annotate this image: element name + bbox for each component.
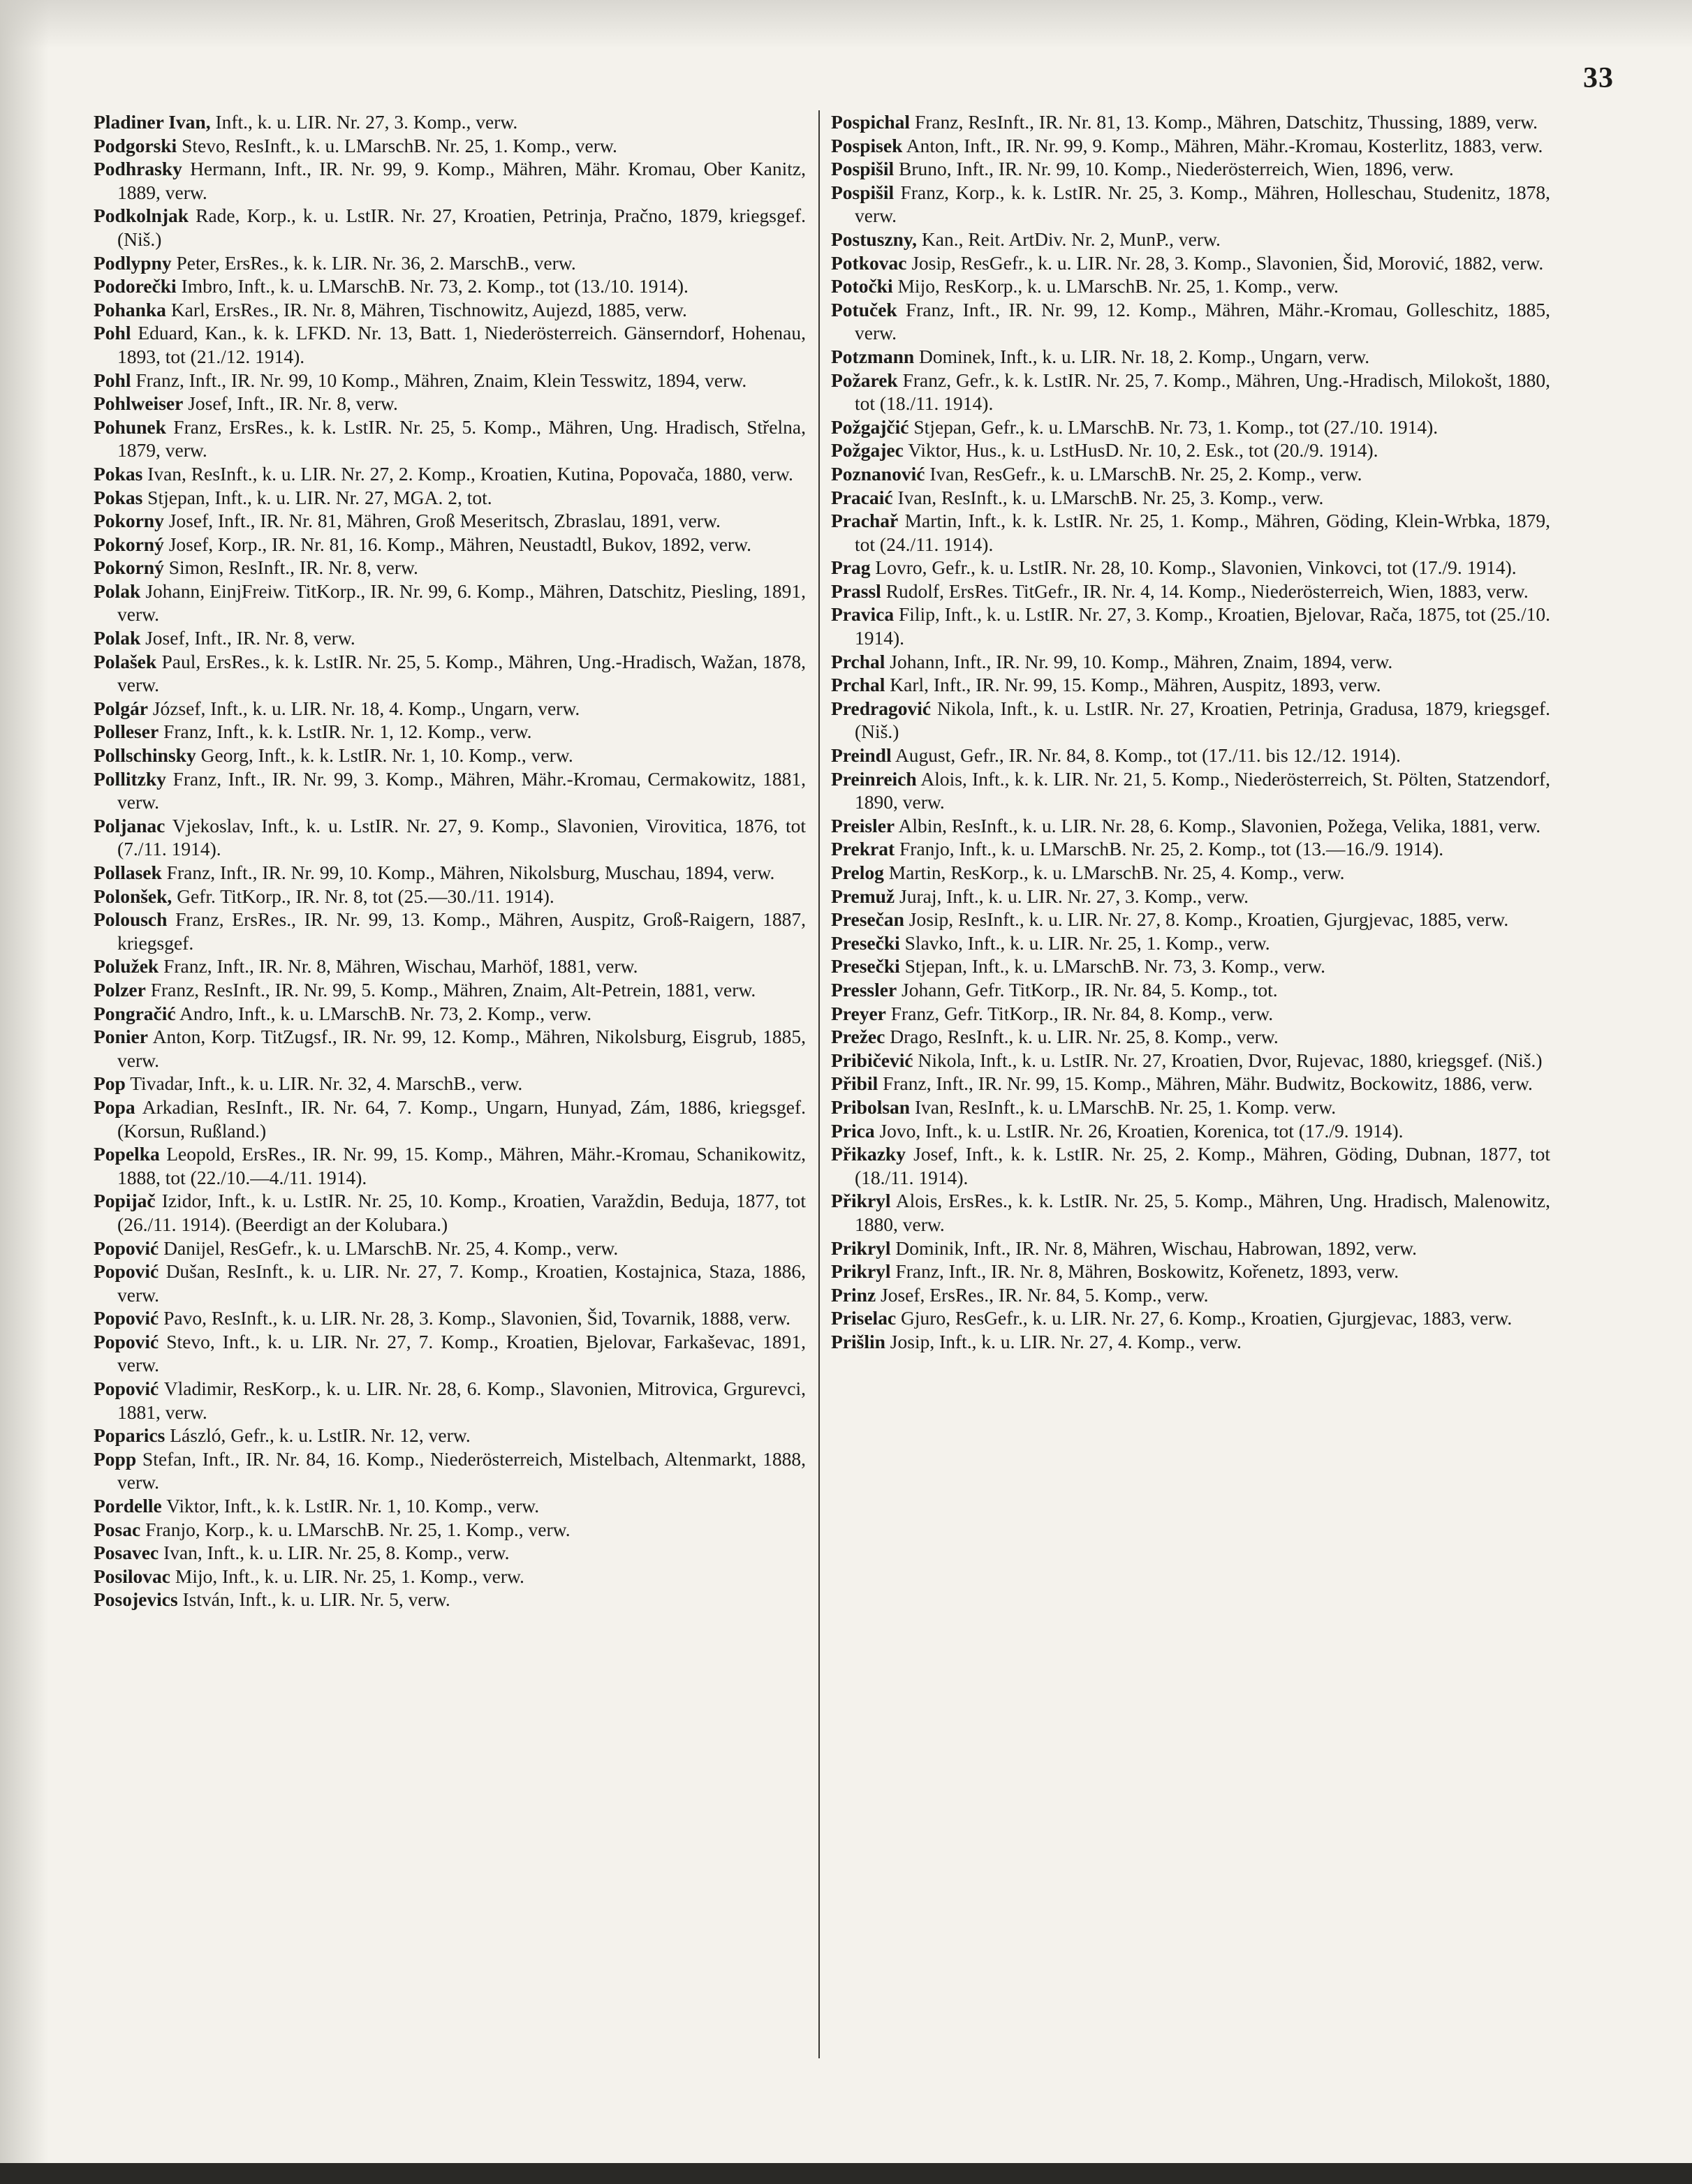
entry-details: Franz, Gefr., k. k. LstIR. Nr. 25, 7. Komp., Mähren, Ung.-Hradisch, Milokošt, 1880, tot (18./11. 1914). (855, 369, 1550, 415)
entry-surname: Prišlin (831, 1330, 885, 1352)
entry-surname: Popović (94, 1260, 159, 1283)
entry-surname: Pohl (94, 369, 131, 391)
list-entry (831, 954, 1550, 978)
list-entry (831, 885, 1550, 908)
entry-details: Mijo, Inft., k. u. LIR. Nr. 25, 1. Komp., verw. (170, 1565, 524, 1587)
entry-surname: Podlypny (94, 251, 172, 274)
entry-details: Ivan, ResGefr., k. u. LMarschB. Nr. 25, 2. Komp., verw. (925, 462, 1362, 485)
list-entry (94, 814, 806, 861)
list-entry (94, 1095, 806, 1142)
list-entry (94, 1447, 806, 1494)
entry-surname: Pokorný (94, 556, 164, 579)
entry-surname: Posilovac (94, 1565, 170, 1587)
entry-surname: Podgorski (94, 134, 177, 156)
list-entry (831, 486, 1550, 510)
entry-details: Martin, ResKorp., k. u. LMarschB. Nr. 25, 4. Komp., verw. (883, 862, 1345, 883)
entry-details: Stjepan, Inft., k. u. LMarschB. Nr. 73, 3. Komp., verw. (899, 955, 1326, 977)
entry-surname: Prica (831, 1119, 875, 1142)
list-entry (94, 321, 806, 368)
entry-surname: Prežec (831, 1026, 885, 1048)
entry-details: Juraj, Inft., k. u. LIR. Nr. 27, 3. Komp., verw. (895, 885, 1249, 907)
entry-surname: Pohlweiser (94, 392, 184, 415)
entry-details: Josef, ErsRes., IR. Nr. 84, 5. Komp., verw. (876, 1283, 1209, 1306)
list-entry (831, 251, 1550, 275)
entry-details: Drago, ResInft., k. u. LIR. Nr. 25, 8. Komp., verw. (885, 1026, 1279, 1048)
list-entry (831, 181, 1550, 228)
entry-surname: Poljanac (94, 814, 165, 836)
left-column (94, 110, 806, 1611)
entry-details: Imbro, Inft., k. u. LMarschB. Nr. 73, 2. Komp., tot (13./10. 1914). (176, 275, 689, 297)
entry-surname: Prikryl (831, 1260, 891, 1283)
list-entry (94, 298, 806, 322)
entry-surname: Ponier (94, 1026, 148, 1048)
entry-details: Hermann, Inft., IR. Nr. 99, 9. Komp., Mähren, Mähr. Kromau, Ober Kanitz, 1889, verw. (117, 158, 806, 203)
entry-details: Johann, Inft., IR. Nr. 99, 10. Komp., Mähren, Znaim, 1894, verw. (885, 650, 1393, 672)
list-entry (94, 1306, 806, 1330)
entry-surname: Podhrasky (94, 158, 182, 180)
list-entry (94, 720, 806, 744)
list-entry (831, 415, 1550, 439)
list-entry (94, 1025, 806, 1072)
entry-details: László, Gefr., k. u. LstIR. Nr. 12, verw. (165, 1424, 471, 1447)
list-entry (831, 603, 1550, 649)
list-entry (831, 1025, 1550, 1049)
list-entry (831, 814, 1550, 838)
entry-surname: Pop (94, 1072, 126, 1095)
entry-details: Martin, Inft., k. k. LstIR. Nr. 25, 1. Komp., Mähren, Göding, Klein-Wrbka, 1879, tot (24./11. 1914). (855, 510, 1550, 555)
entry-surname: Polak (94, 627, 141, 649)
entry-details: Vjekoslav, Inft., k. u. LstIR. Nr. 27, 9. Komp., Slavonien, Virovitica, 1876, tot (7./11. 1914). (117, 814, 806, 860)
entry-surname: Pollasek (94, 862, 162, 883)
list-entry (94, 204, 806, 251)
entry-surname: Priselac (831, 1307, 897, 1329)
entry-details: Ivan, ResInft., k. u. LIR. Nr. 27, 2. Komp., Kroatien, Kutina, Popovača, 1880, verw. (142, 462, 793, 485)
list-entry (94, 697, 806, 721)
entry-surname: Premuž (831, 885, 895, 907)
list-entry (94, 1189, 806, 1236)
entry-details: Franz, ResInft., IR. Nr. 99, 5. Komp., Mähren, Znaim, Alt-Petrein, 1881, verw. (145, 978, 756, 1001)
entry-details: Franjo, Korp., k. u. LMarschB. Nr. 25, 1. Komp., verw. (140, 1518, 571, 1540)
entry-surname: Pracaić (831, 486, 893, 508)
entry-surname: Polonšek, (94, 885, 172, 907)
entry-details: Gjuro, ResGefr., k. u. LIR. Nr. 27, 6. Komp., Kroatien, Gjurgjevac, 1883, verw. (896, 1307, 1513, 1329)
entry-details: Tivadar, Inft., k. u. LIR. Nr. 32, 4. MarschB., verw. (125, 1072, 523, 1095)
entry-details: Franz, ErsRes., k. k. LstIR. Nr. 25, 5. Komp., Mähren, Ung. Hradisch, Střelna, 1879, verw. (117, 415, 806, 462)
entry-details: Franz, Inft., k. k. LstIR. Nr. 1, 12. Komp., verw. (159, 721, 532, 743)
entry-details: Franz, ErsRes., IR. Nr. 99, 13. Komp., Mähren, Auspitz, Groß-Raigern, 1887, kriegsgef. (117, 908, 806, 954)
entry-surname: Požgajec (831, 439, 904, 462)
entry-surname: Pokas (94, 462, 143, 485)
scan-bottom-edge (0, 2163, 1692, 2184)
entry-surname: Pribičević (831, 1049, 913, 1071)
entry-details: Filip, Inft., k. u. LstIR. Nr. 27, 3. Komp., Kroatien, Bjelovar, Rača, 1875, tot (25./10. 1914). (855, 603, 1551, 649)
entry-surname: Preisler (831, 814, 895, 836)
entry-details: Viktor, Hus., k. u. LstHusD. Nr. 10, 2. Esk., tot (20./9. 1914). (903, 439, 1378, 462)
entry-details: Ivan, Inft., k. u. LIR. Nr. 25, 8. Komp., verw. (159, 1542, 510, 1564)
entry-surname: Pohanka (94, 298, 166, 320)
list-entry (831, 744, 1550, 767)
entry-surname: Přikryl (831, 1190, 891, 1212)
entry-surname: Podorečki (94, 275, 177, 297)
entry-surname: Popijač (94, 1190, 156, 1212)
column-divider (818, 110, 820, 2058)
entry-details: Peter, ErsRes., k. k. LIR. Nr. 36, 2. MarschB., verw. (171, 251, 576, 274)
entry-details: Franjo, Inft., k. u. LMarschB. Nr. 25, 2. Komp., tot (13.—16./9. 1914). (895, 838, 1444, 860)
entry-surname: Pollitzky (94, 767, 166, 790)
entry-details: Franz, Inft., IR. Nr. 99, 10 Komp., Mähren, Znaim, Klein Tesswitz, 1894, verw. (131, 369, 747, 391)
entry-surname: Pohunek (94, 415, 166, 438)
list-entry (94, 486, 806, 510)
entry-details: Rade, Korp., k. u. LstIR. Nr. 27, Kroatien, Petrinja, Pračno, 1879, kriegsgef. (Niš.) (117, 205, 806, 250)
list-entry (831, 228, 1550, 251)
entry-details: Dominik, Inft., IR. Nr. 8, Mähren, Wischau, Habrowan, 1892, verw. (890, 1237, 1418, 1259)
entry-details: Stevo, ResInft., k. u. LMarschB. Nr. 25, 1. Komp., verw. (177, 134, 617, 156)
entry-details: Josef, Inft., IR. Nr. 8, verw. (140, 627, 355, 649)
list-entry (831, 438, 1550, 462)
entry-surname: Polužek (94, 955, 159, 977)
entry-details: Franz, ResInft., IR. Nr. 81, 13. Komp., Mähren, Datschitz, Thussing, 1889, verw. (910, 111, 1538, 133)
entry-details: Danijel, ResGefr., k. u. LMarschB. Nr. 25, 4. Komp., verw. (159, 1237, 619, 1259)
entry-details: Josef, Inft., IR. Nr. 8, verw. (183, 392, 398, 415)
entry-surname: Popa (94, 1095, 135, 1118)
entry-details: Arkadian, ResInft., IR. Nr. 64, 7. Komp., Ungarn, Hunyad, Zám, 1886, kriegsgef. (Korsun, Rußland.) (117, 1095, 806, 1142)
entry-details: Nikola, Inft., k. u. LstIR. Nr. 27, Kroatien, Petrinja, Gradusa, 1879, kriegsgef. (Niš.) (855, 697, 1550, 743)
list-entry (831, 978, 1550, 1002)
entry-surname: Prikryl (831, 1237, 891, 1259)
list-entry (831, 298, 1550, 345)
entry-surname: Prchal (831, 674, 885, 696)
entry-surname: Popelka (94, 1143, 160, 1165)
entry-details: Johann, Gefr. TitKorp., IR. Nr. 84, 5. Komp., tot. (897, 978, 1278, 1001)
entry-surname: Predragović (831, 697, 932, 719)
entry-surname: Potuček (831, 298, 897, 320)
list-entry (831, 462, 1550, 486)
entry-surname: Polak (94, 580, 141, 602)
entry-surname: Pohl (94, 322, 131, 344)
entry-details: Vladimir, ResKorp., k. u. LIR. Nr. 28, 6. Komp., Slavonien, Mitrovica, Grgurevci, 1881, verw. (117, 1378, 806, 1423)
list-entry (831, 697, 1550, 744)
entry-surname: Potzmann (831, 345, 915, 367)
entry-details: Stjepan, Gefr., k. u. LMarschB. Nr. 73, 1. Komp., tot (27./10. 1914). (908, 415, 1439, 438)
entry-details: Albin, ResInft., k. u. LIR. Nr. 28, 6. Komp., Slavonien, Požega, Velika, 1881, verw. (895, 814, 1541, 836)
entry-surname: Požarek (831, 369, 898, 391)
entry-details: Pavo, ResInft., k. u. LIR. Nr. 28, 3. Komp., Slavonien, Šid, Tovarnik, 1888, verw. (159, 1307, 790, 1329)
list-entry (94, 1260, 806, 1306)
right-column (831, 110, 1550, 1353)
entry-details: Slavko, Inft., k. u. LIR. Nr. 25, 1. Komp., verw. (899, 931, 1270, 954)
entry-details: Bruno, Inft., IR. Nr. 99, 10. Komp., Niederösterreich, Wien, 1896, verw. (894, 158, 1454, 180)
entry-surname: Presečan (831, 908, 904, 931)
entry-surname: Polzer (94, 978, 146, 1001)
entry-surname: Popović (94, 1307, 159, 1329)
entry-details: Dominek, Inft., k. u. LIR. Nr. 18, 2. Komp., Ungarn, verw. (914, 345, 1370, 367)
entry-details: Georg, Inft., k. k. LstIR. Nr. 1, 10. Komp., verw. (196, 744, 573, 767)
entry-details: August, Gefr., IR. Nr. 84, 8. Komp., tot (17./11. bis 12./12. 1914). (891, 744, 1401, 767)
entry-details: Eduard, Kan., k. k. LFKD. Nr. 13, Batt. 1, Niederösterreich. Gänserndorf, Hohenau, 1893, tot (21./12. 1914). (117, 322, 806, 367)
list-entry (94, 1072, 806, 1095)
list-entry (94, 650, 806, 697)
entry-surname: Pokorný (94, 533, 164, 555)
entry-surname: Přikazky (831, 1143, 906, 1165)
entry-details: Anton, Inft., IR. Nr. 99, 9. Komp., Mähren, Mähr.-Kromau, Kosterlitz, 1883, verw. (902, 134, 1543, 156)
list-entry (94, 415, 806, 462)
list-entry (94, 1565, 806, 1588)
list-entry (831, 580, 1550, 603)
entry-details: Gefr. TitKorp., IR. Nr. 8, tot (25.—30./11. 1914). (172, 885, 554, 907)
list-entry (831, 908, 1550, 931)
list-entry (94, 274, 806, 298)
list-entry (94, 392, 806, 415)
entry-surname: Prinz (831, 1283, 876, 1306)
list-entry (94, 861, 806, 885)
entry-surname: Popović (94, 1330, 159, 1352)
list-entry (94, 1588, 806, 1611)
list-entry (94, 509, 806, 533)
entry-surname: Postuszny, (831, 228, 918, 250)
entry-surname: Presečki (831, 955, 900, 977)
list-entry (831, 1072, 1550, 1095)
entry-surname: Popović (94, 1378, 159, 1400)
list-entry (831, 1049, 1550, 1072)
entry-surname: Pressler (831, 978, 897, 1001)
list-entry (94, 1002, 806, 1026)
page-number: 33 (1583, 62, 1614, 94)
entry-surname: Podkolnjak (94, 205, 189, 227)
list-entry (94, 885, 806, 908)
list-entry (831, 1142, 1550, 1189)
entry-surname: Preyer (831, 1002, 886, 1024)
entry-surname: Preindl (831, 744, 892, 767)
entry-surname: Prag (831, 556, 871, 579)
list-entry (831, 345, 1550, 369)
list-entry (831, 134, 1550, 158)
entry-details: Franz, Inft., IR. Nr. 99, 12. Komp., Mähren, Mähr.-Kromau, Golleschitz, 1885, verw. (855, 298, 1550, 344)
entry-details: Lovro, Gefr., k. u. LstIR. Nr. 28, 10. Komp., Slavonien, Vinkovci, tot (17./9. 1914). (870, 556, 1517, 579)
entry-details: Josip, ResGefr., k. u. LIR. Nr. 28, 3. Komp., Slavonien, Šid, Morović, 1882, verw. (906, 251, 1544, 274)
entry-surname: Pospichal (831, 111, 911, 133)
list-entry (831, 1260, 1550, 1283)
entry-surname: Pospišil (831, 158, 895, 180)
list-entry (831, 861, 1550, 885)
entry-details: Josef, Inft., IR. Nr. 81, Mähren, Groß Meseritsch, Zbraslau, 1891, verw. (163, 510, 721, 532)
list-entry (831, 1119, 1550, 1143)
entry-details: Karl, ErsRes., IR. Nr. 8, Mähren, Tischnowitz, Aujezd, 1885, verw. (165, 298, 687, 320)
entry-details: Johann, EinjFreiw. TitKorp., IR. Nr. 99, 6. Komp., Mähren, Datschitz, Piesling, 1891, verw. (117, 580, 806, 626)
list-entry (831, 509, 1550, 556)
entry-details: Andro, Inft., k. u. LMarschB. Nr. 73, 2. Komp., verw. (175, 1002, 592, 1024)
list-entry (831, 837, 1550, 861)
list-entry (94, 954, 806, 978)
entry-details: Mijo, ResKorp., k. u. LMarschB. Nr. 25, 1. Komp., verw. (892, 275, 1339, 297)
entry-surname: Poparics (94, 1424, 165, 1447)
entry-details: Josef, Korp., IR. Nr. 81, 16. Komp., Mähren, Neustadtl, Bukov, 1892, verw. (163, 533, 752, 555)
scan-shadow-left (0, 0, 49, 2184)
list-entry (94, 1330, 806, 1377)
entry-details: Franz, Inft., IR. Nr. 8, Mähren, Wischau, Marhöf, 1881, verw. (159, 955, 638, 977)
entry-details: Josef, Inft., k. k. LstIR. Nr. 25, 2. Komp., Mähren, Göding, Dubnan, 1877, tot (18./11. 1914). (855, 1143, 1550, 1188)
list-entry (94, 251, 806, 275)
entry-surname: Posavec (94, 1542, 159, 1564)
entry-surname: Posac (94, 1518, 141, 1540)
entry-details: Simon, ResInft., IR. Nr. 8, verw. (163, 556, 418, 579)
list-entry (94, 1424, 806, 1447)
entry-surname: Poznanović (831, 462, 925, 485)
list-entry (831, 369, 1550, 415)
entry-surname: Prekrat (831, 838, 895, 860)
entry-details: Paul, ErsRes., k. k. LstIR. Nr. 25, 5. Komp., Mähren, Ung.-Hradisch, Wažan, 1878, verw. (117, 650, 806, 696)
list-entry (831, 157, 1550, 181)
entry-surname: Přibil (831, 1072, 878, 1095)
entry-surname: Prassl (831, 580, 881, 602)
entry-surname: Pokorny (94, 510, 164, 532)
entry-surname: Potkovac (831, 251, 907, 274)
entry-surname: Presečki (831, 931, 900, 954)
entry-details: Stevo, Inft., k. u. LIR. Nr. 27, 7. Komp., Kroatien, Bjelovar, Farkaševac, 1891, verw. (117, 1330, 806, 1376)
list-entry (94, 157, 806, 204)
entry-details: Nikola, Inft., k. u. LstIR. Nr. 27, Kroatien, Dvor, Rujevac, 1880, kriegsgef. (Niš.) (913, 1049, 1543, 1071)
entry-surname: Popović (94, 1237, 159, 1259)
entry-surname: Pollschinsky (94, 744, 196, 767)
entry-details: Inft., k. u. LIR. Nr. 27, 3. Komp., verw. (210, 111, 518, 133)
list-entry (831, 274, 1550, 298)
entry-surname: Požgajčić (831, 415, 909, 438)
entry-details: Dušan, ResInft., k. u. LIR. Nr. 27, 7. Komp., Kroatien, Kostajnica, Staza, 1886, verw. (117, 1260, 806, 1306)
entry-surname: Pongračić (94, 1002, 176, 1024)
entry-details: Jovo, Inft., k. u. LstIR. Nr. 26, Kroatien, Korenica, tot (17./9. 1914). (874, 1119, 1404, 1142)
entry-surname: Pribolsan (831, 1095, 911, 1118)
entry-surname: Pladiner Ivan, (94, 111, 211, 133)
list-entry (831, 1002, 1550, 1026)
entry-surname: Posojevics (94, 1588, 178, 1611)
list-entry (94, 1237, 806, 1260)
list-entry (831, 1095, 1550, 1119)
list-entry (94, 110, 806, 134)
list-entry (831, 1283, 1550, 1307)
entry-surname: Polousch (94, 908, 168, 931)
entry-details: Franz, Inft., IR. Nr. 8, Mähren, Boskowitz, Kořenetz, 1893, verw. (890, 1260, 1399, 1283)
entry-surname: Polleser (94, 721, 159, 743)
entry-surname: Preinreich (831, 767, 917, 790)
entry-details: Alois, ErsRes., k. k. LstIR. Nr. 25, 5. Komp., Mähren, Ung. Hradisch, Malenowitz, 1880, verw. (855, 1190, 1550, 1235)
list-entry (94, 626, 806, 650)
entry-details: Rudolf, ErsRes. TitGefr., IR. Nr. 4, 14. Komp., Niederösterreich, Wien, 1883, verw. (881, 580, 1529, 602)
entry-details: Viktor, Inft., k. k. LstIR. Nr. 1, 10. Komp., verw. (161, 1495, 540, 1517)
list-entry (94, 533, 806, 556)
entry-details: Franz, Korp., k. k. LstIR. Nr. 25, 3. Komp., Mähren, Holleschau, Studenitz, 1878, verw. (855, 181, 1550, 227)
list-entry (831, 650, 1550, 674)
list-entry (94, 767, 806, 814)
list-entry (831, 1189, 1550, 1236)
entry-details: Kan., Reit. ArtDiv. Nr. 2, MunP., verw. (917, 228, 1221, 250)
entry-surname: Popp (94, 1447, 137, 1470)
list-entry (94, 369, 806, 392)
entry-details: István, Inft., k. u. LIR. Nr. 5, verw. (177, 1588, 450, 1611)
entry-details: Ivan, ResInft., k. u. LMarschB. Nr. 25, 3. Komp., verw. (892, 486, 1324, 508)
list-entry (831, 110, 1550, 134)
entry-surname: Prchal (831, 650, 885, 672)
entry-details: József, Inft., k. u. LIR. Nr. 18, 4. Komp., Ungarn, verw. (147, 697, 580, 719)
list-entry (94, 134, 806, 158)
entry-details: Stjepan, Inft., k. u. LIR. Nr. 27, MGA. 2, tot. (142, 486, 492, 508)
entry-details: Franz, Inft., IR. Nr. 99, 3. Komp., Mähren, Mähr.-Kromau, Cermakowitz, 1881, verw. (117, 767, 806, 813)
entry-surname: Prelog (831, 862, 884, 883)
entry-details: Franz, Inft., IR. Nr. 99, 10. Komp., Mähren, Nikolsburg, Muschau, 1894, verw. (161, 862, 775, 883)
entry-details: Josip, ResInft., k. u. LIR. Nr. 27, 8. Komp., Kroatien, Gjurgjevac, 1885, verw. (904, 908, 1509, 931)
entry-details: Izidor, Inft., k. u. LstIR. Nr. 25, 10. Komp., Kroatien, Varaždin, Beduja, 1877, tot (26./11. 1914). (Beerdigt an der Kolubara.) (117, 1190, 806, 1235)
entry-details: Karl, Inft., IR. Nr. 99, 15. Komp., Mähren, Auspitz, 1893, verw. (885, 674, 1381, 696)
entry-details: Franz, Inft., IR. Nr. 99, 15. Komp., Mähren, Mähr. Budwitz, Bockowitz, 1886, verw. (878, 1072, 1533, 1095)
entry-surname: Pokas (94, 486, 143, 508)
entry-surname: Pordelle (94, 1495, 162, 1517)
list-entry (831, 767, 1550, 814)
entry-details: Stefan, Inft., IR. Nr. 84, 16. Komp., Niederösterreich, Mistelbach, Altenmarkt, 1888, verw. (117, 1447, 806, 1493)
list-entry (94, 744, 806, 767)
list-entry (94, 978, 806, 1002)
entry-details: Leopold, ErsRes., IR. Nr. 99, 15. Komp., Mähren, Mähr.-Kromau, Schanikowitz, 1888, tot (22./10.—4./11. 1914). (117, 1143, 806, 1188)
entry-details: Alois, Inft., k. k. LIR. Nr. 21, 5. Komp., Niederösterreich, St. Pölten, Statzendorf, 1890, verw. (855, 767, 1550, 813)
list-entry (94, 462, 806, 486)
list-entry (94, 908, 806, 954)
entry-surname: Polašek (94, 650, 157, 672)
list-entry (831, 931, 1550, 955)
entry-details: Franz, Gefr. TitKorp., IR. Nr. 84, 8. Komp., verw. (885, 1002, 1274, 1024)
list-entry (831, 673, 1550, 697)
entry-details: Ivan, ResInft., k. u. LMarschB. Nr. 25, 1. Komp. verw. (910, 1095, 1337, 1118)
list-entry (94, 1142, 806, 1189)
entry-details: Anton, Korp. TitZugsf., IR. Nr. 99, 12. Komp., Mähren, Nikolsburg, Eisgrub, 1885, verw. (117, 1026, 806, 1071)
entry-surname: Prachař (831, 510, 899, 532)
list-entry (831, 1306, 1550, 1330)
list-entry (94, 1541, 806, 1565)
list-entry (94, 1377, 806, 1424)
entry-details: Josip, Inft., k. u. LIR. Nr. 27, 4. Komp., verw. (885, 1330, 1242, 1352)
scan-shadow-top (0, 0, 1692, 49)
entry-surname: Pospisek (831, 134, 903, 156)
list-entry (831, 556, 1550, 580)
list-entry (831, 1330, 1550, 1354)
list-entry (94, 556, 806, 580)
list-entry (94, 1518, 806, 1542)
entry-surname: Potočki (831, 275, 893, 297)
entry-surname: Pravica (831, 603, 895, 626)
entry-surname: Polgár (94, 697, 148, 719)
list-entry (94, 580, 806, 626)
list-entry (831, 1237, 1550, 1260)
list-entry (94, 1494, 806, 1518)
entry-surname: Pospišil (831, 181, 895, 203)
